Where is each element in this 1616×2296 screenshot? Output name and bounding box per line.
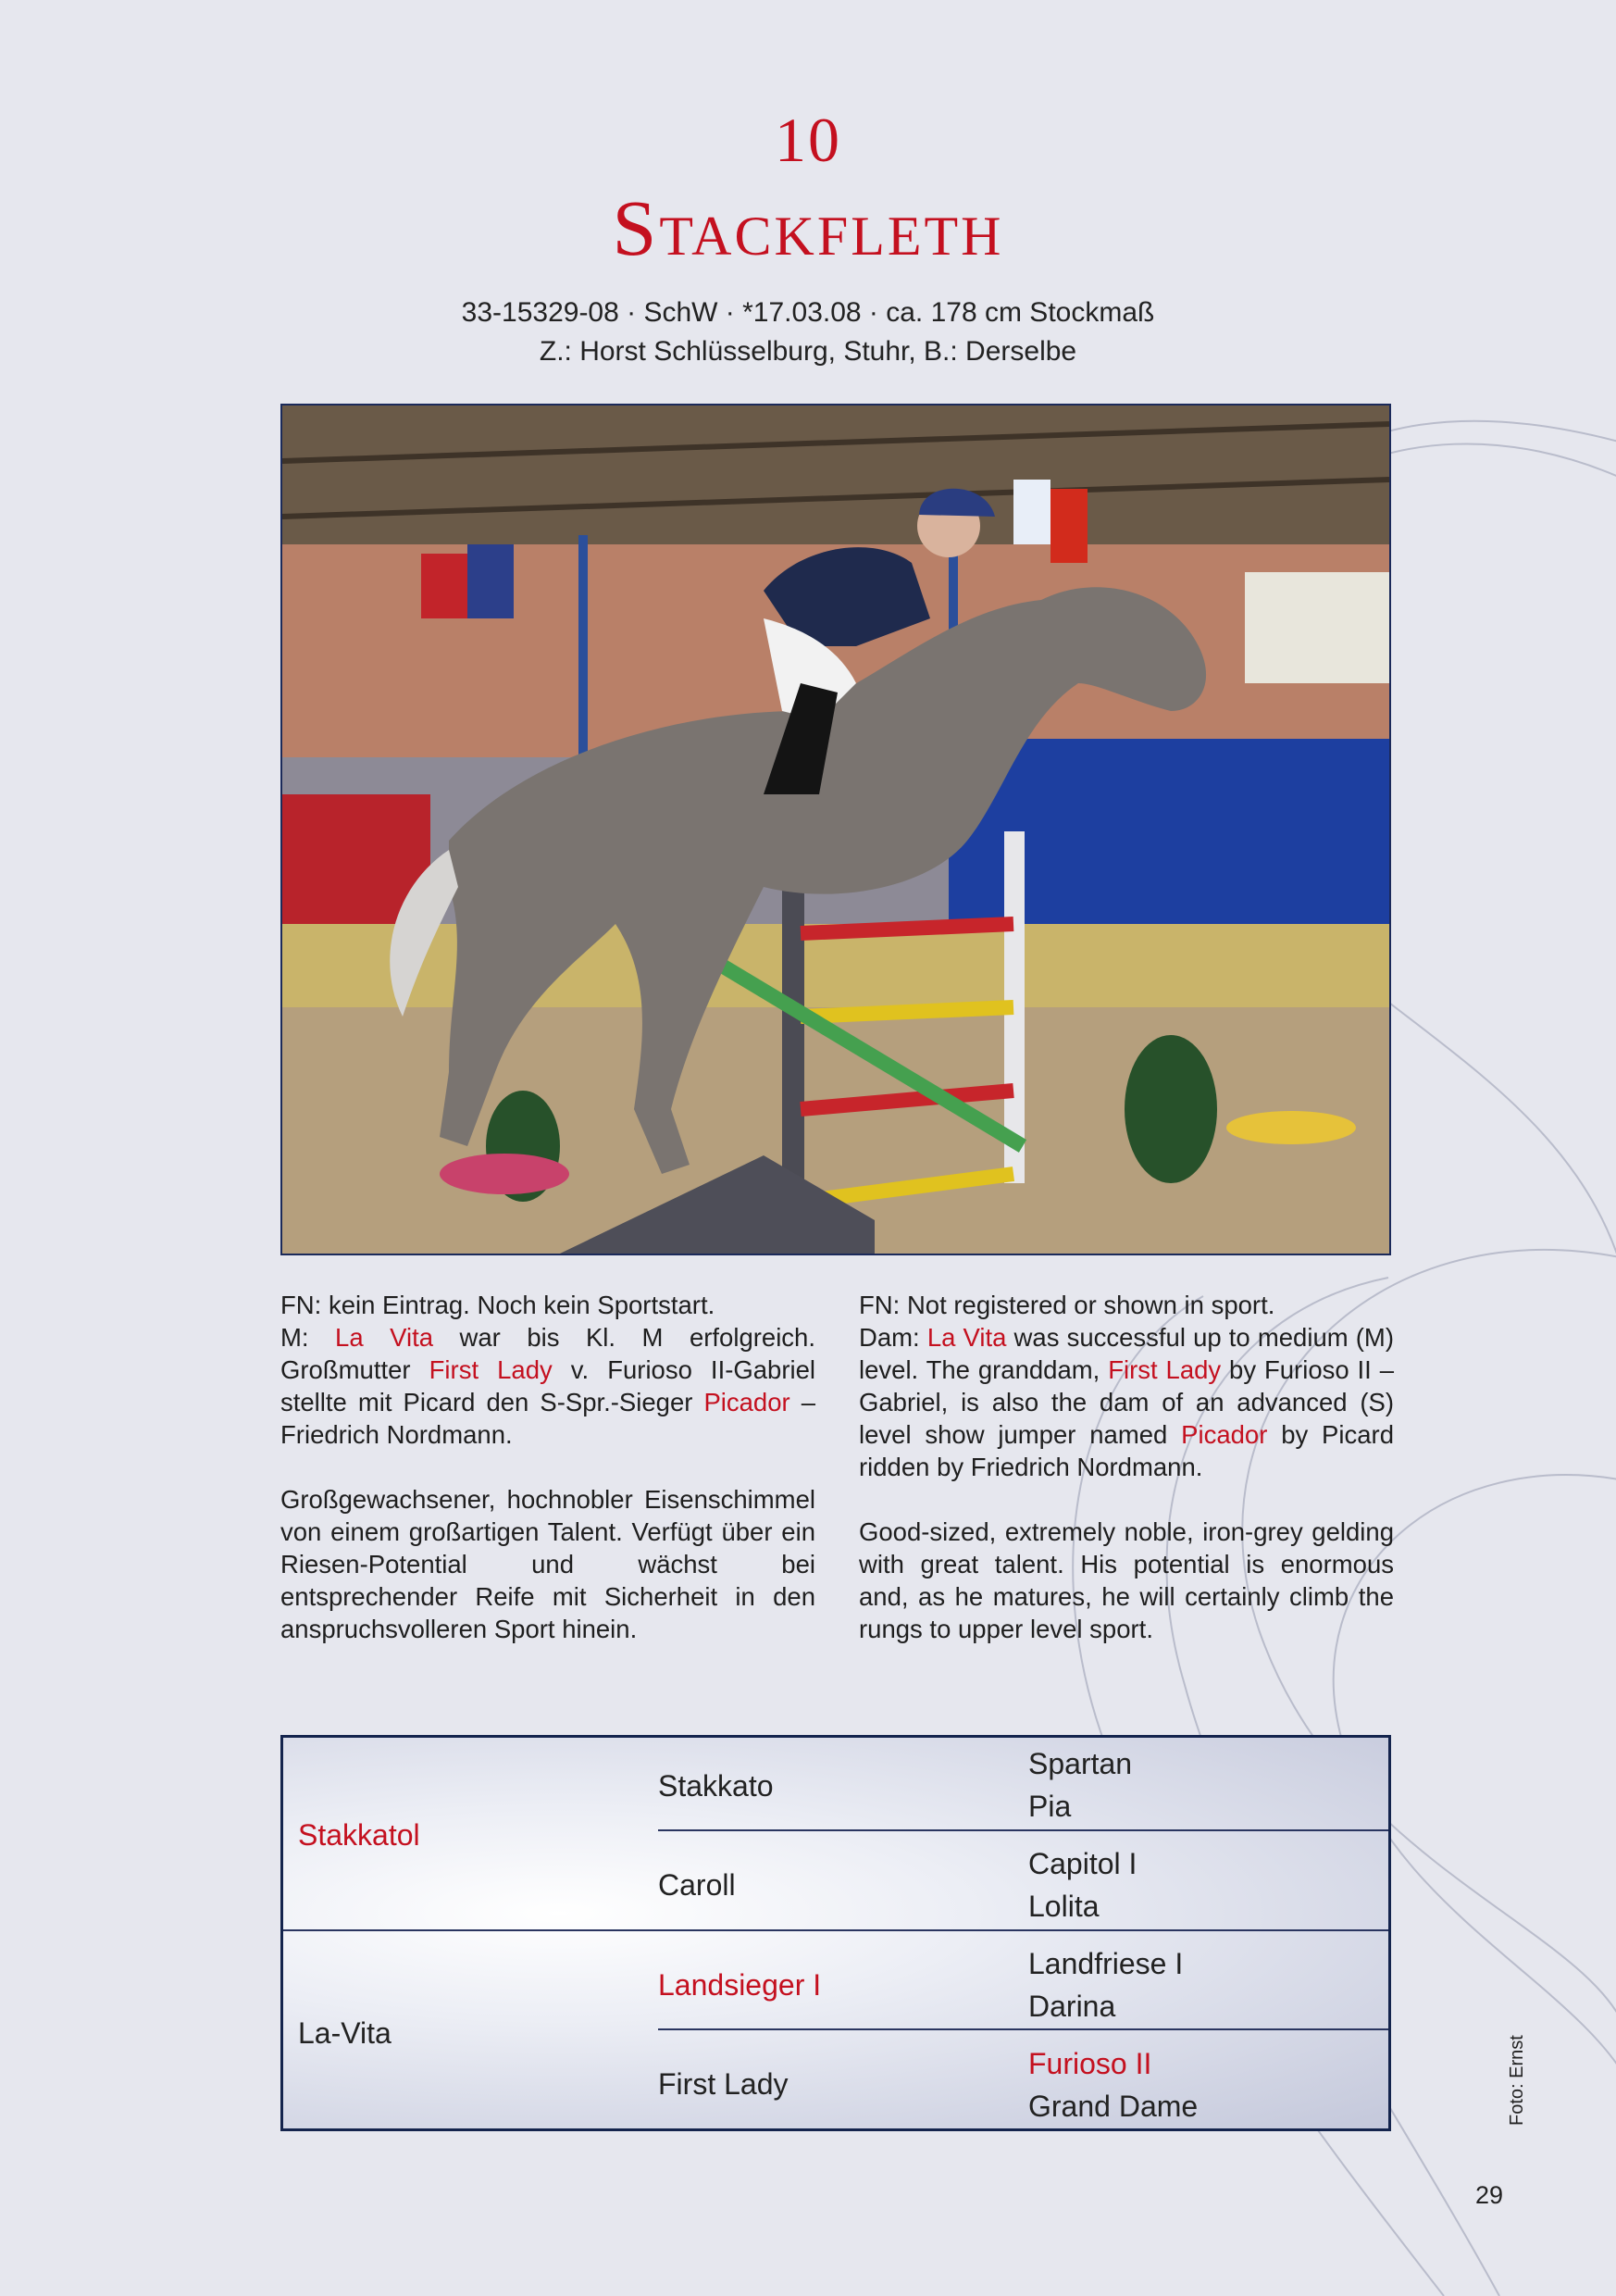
paragraph-assessment-en: Good-sized, extremely noble, iron-grey gelding with great talent. His potential is enormous and, as he matures, he will certainly climb the rungs to upper level sport. — [859, 1517, 1394, 1643]
page-number: 29 — [1475, 2181, 1504, 2209]
pedigree-divider-main — [283, 1929, 1388, 1931]
pedigree-dam-dam: First Lady — [658, 2067, 789, 2101]
pedigree-sire-sire: Stakkato — [658, 1769, 774, 1803]
granddam-name-highlight: First Lady — [429, 1355, 553, 1384]
paragraph-assessment-de: Großgewachsener, hochnobler Eisenschimmel von einem großartigen Talent. Verfügt über ein Riesen-Potential und wächst bei entsprechender Reife mit Sicherheit in den anspruchsvolleren Sport hinein. — [280, 1485, 815, 1643]
photo-credit: Foto: Ernst — [1507, 2035, 1527, 2126]
dam-name-highlight: La Vita — [335, 1323, 434, 1352]
granddam-name-highlight: First Lady — [1108, 1355, 1222, 1384]
sibling-name-highlight: Picador — [1181, 1420, 1268, 1449]
pedigree-dam-sire: Landsieger I — [658, 1968, 822, 2002]
horse-photo — [280, 404, 1391, 1255]
pedigree-dam: La-Vita — [298, 2016, 392, 2050]
pedigree-g3-4: Lolita — [1028, 1890, 1100, 1923]
pedigree-table — [280, 1735, 1391, 2131]
paragraph-pedigree-de: FN: kein Eintrag. Noch kein Sportstart. M: La Vita war bis Kl. M erfolgreich. Großmutter First Lady v. Furioso II-Gabriel stellte mit Picard den S-Spr.-Sieger Picador – Friedrich Nordmann. — [280, 1291, 816, 1449]
pedigree-g3-7: Furioso II — [1028, 2047, 1152, 2080]
pedigree-g3-2: Pia — [1028, 1790, 1072, 1823]
pedigree-g3-3: Capitol I — [1028, 1847, 1137, 1880]
pedigree-sire-dam: Caroll — [658, 1868, 736, 1902]
description-english — [859, 1289, 1394, 1645]
description-german — [280, 1289, 815, 1645]
horse-details: 33-15329-08 · SchW · *17.03.08 · ca. 178 cm Stockmaß — [461, 297, 1155, 328]
dam-name-highlight: La Vita — [926, 1323, 1007, 1352]
lot-number: 10 — [775, 105, 841, 175]
breeder-owner: Z.: Horst Schlüsselburg, Stuhr, B.: Derselbe — [539, 336, 1077, 367]
pedigree-divider — [658, 2028, 1388, 2030]
pedigree-divider — [658, 1829, 1388, 1831]
horse-name: Stackfleth — [612, 183, 1004, 272]
pedigree-g3-1: Spartan — [1028, 1747, 1133, 1780]
sibling-name-highlight: Picador — [703, 1388, 790, 1416]
pedigree-g3-8: Grand Dame — [1028, 2090, 1199, 2123]
pedigree-sire: Stakkatol — [298, 1818, 420, 1852]
paragraph-pedigree-en: FN: Not registered or shown in sport. Dam: La Vita was successful up to medium (M) level. The granddam, First Lady by Furioso II – Gabriel, is also the dam of an advanced (S) level show jumper named Picador by Picard ridden by Friedrich Nordmann. — [859, 1291, 1395, 1481]
pedigree-g3-6: Darina — [1028, 1990, 1116, 2023]
pedigree-g3-5: Landfriese I — [1028, 1947, 1184, 1980]
